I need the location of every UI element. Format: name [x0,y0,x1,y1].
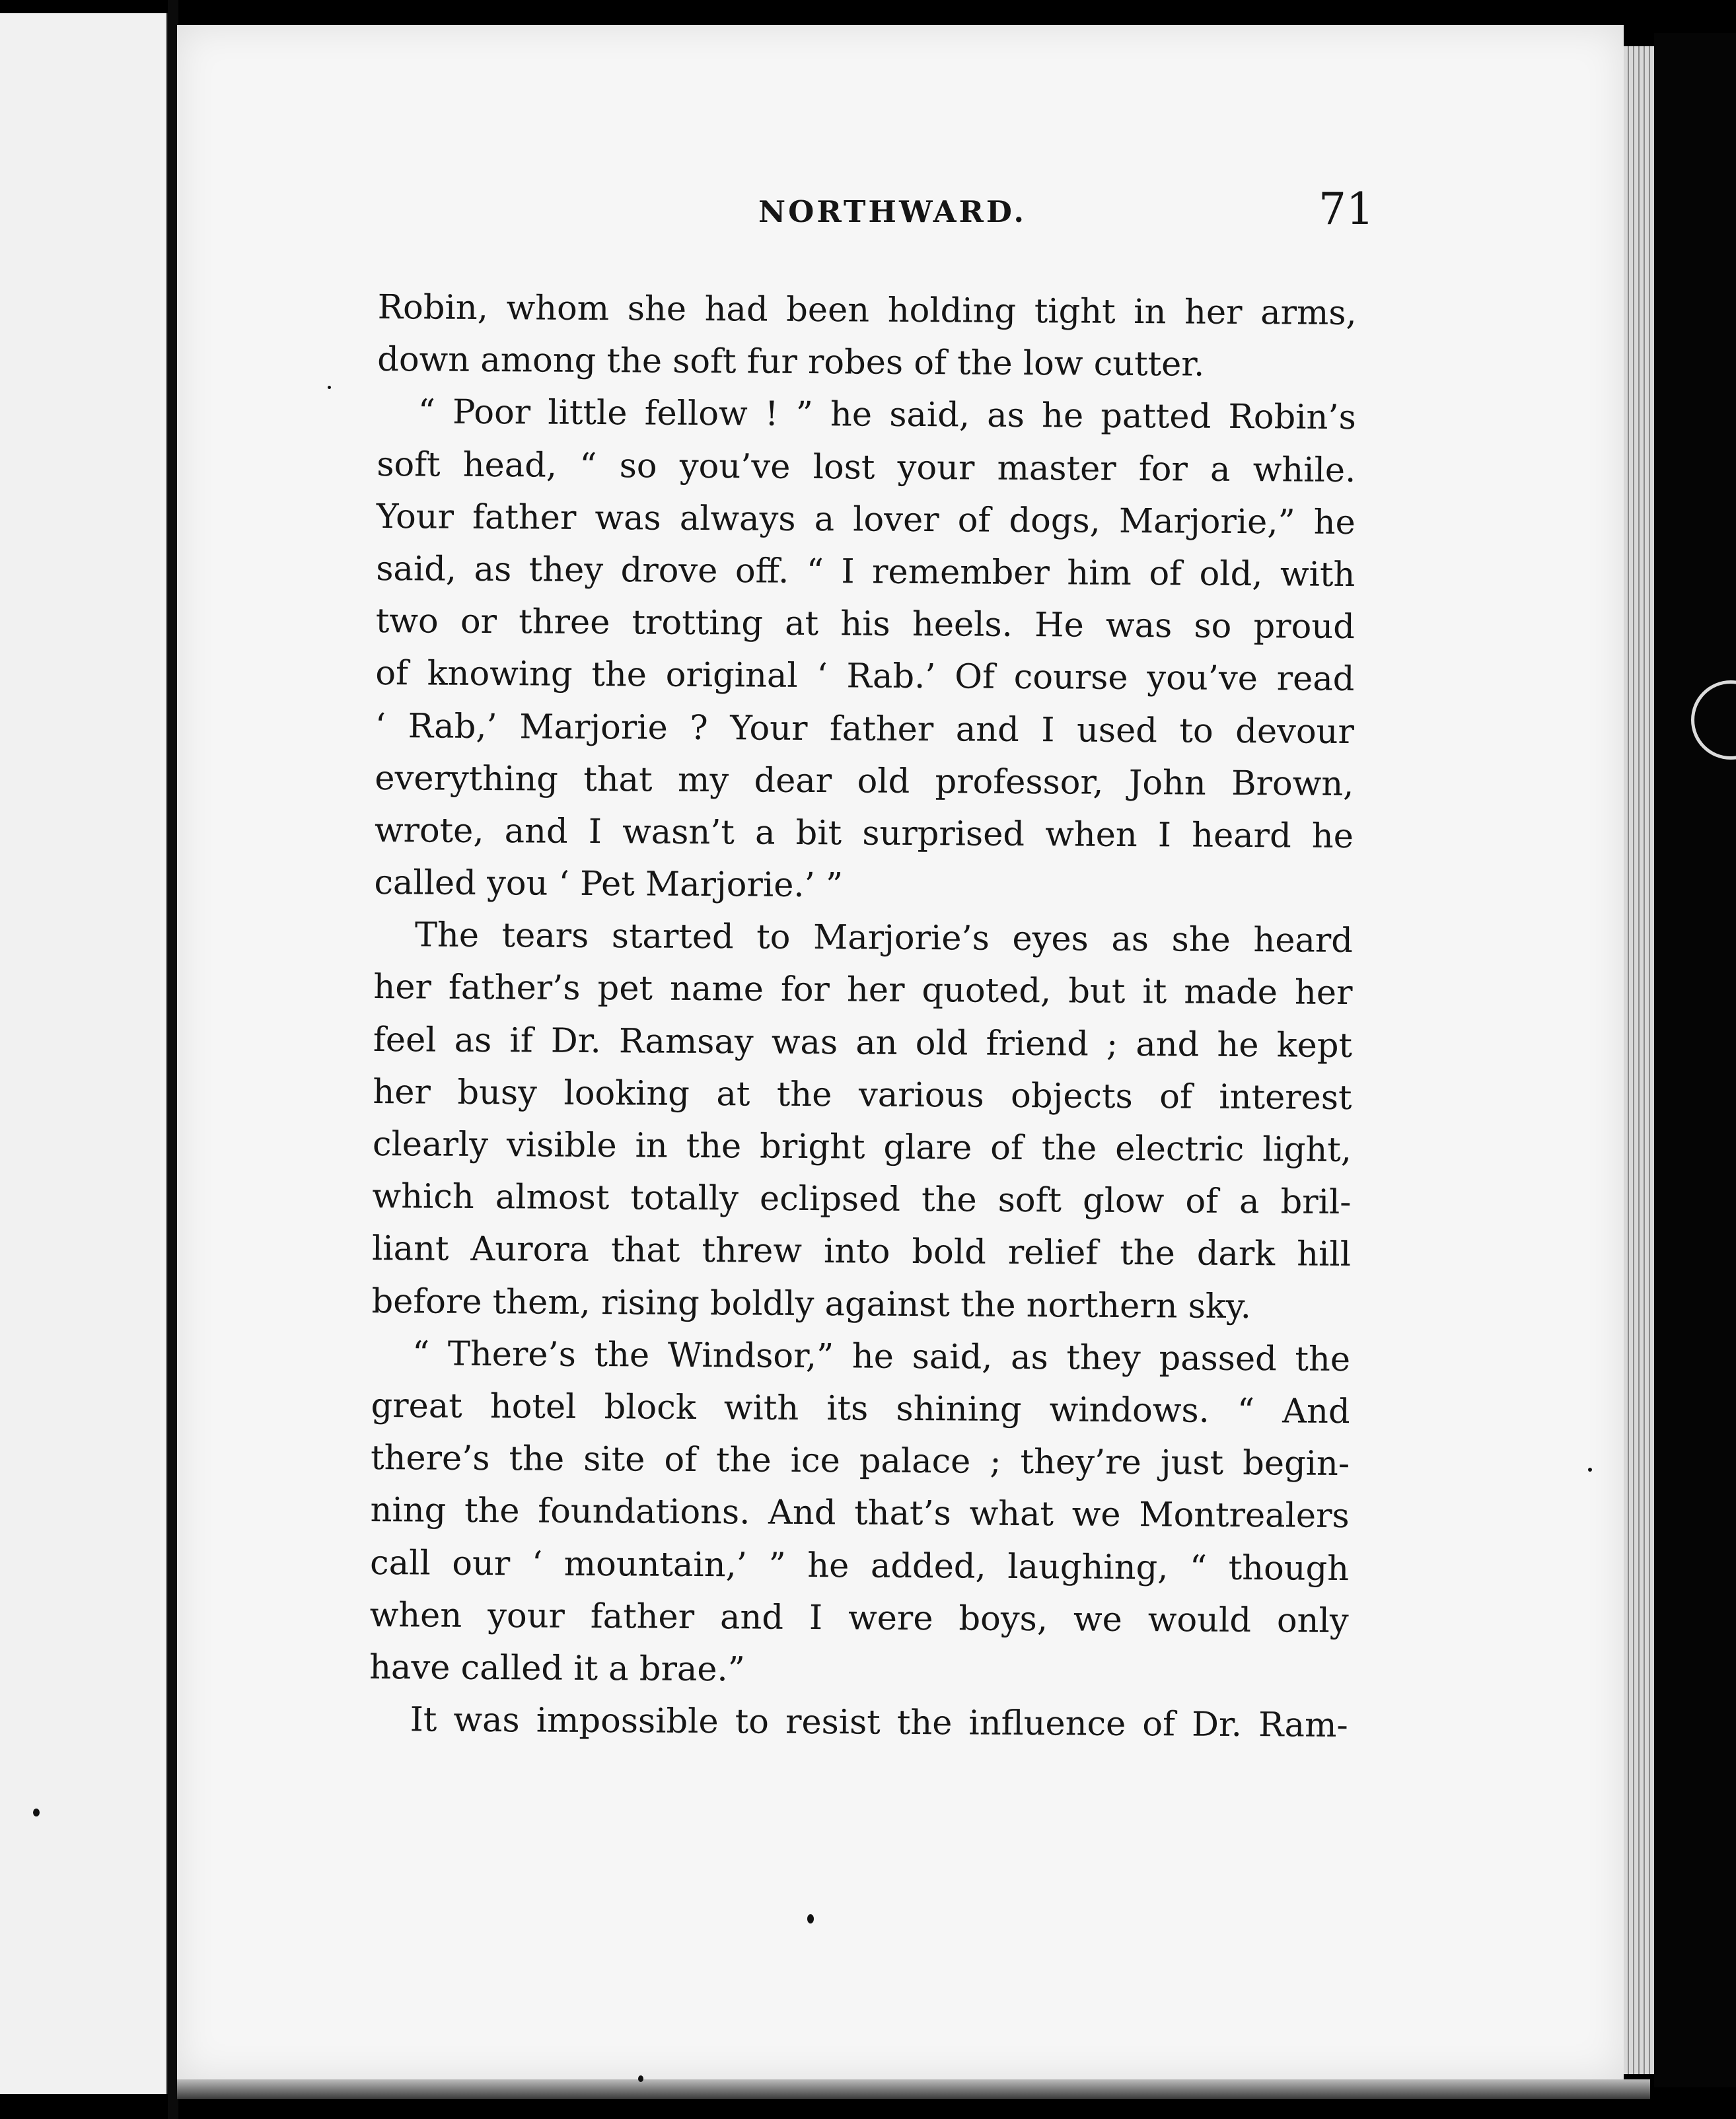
text-line: everything that my dear old professor, John Brown, [375,758,1354,804]
speck-dot [33,1809,40,1816]
text-line: clearly visible in the bright glare of the electric light, [372,1124,1352,1170]
book-cover-board [1654,33,1736,2087]
text-line: of knowing the original ‘ Rab.’ Of course you’ve read [375,654,1355,700]
speck-dot [638,2075,643,2082]
text-line: liant Aurora that threw into bold relief the dark hill [371,1229,1352,1275]
text-line: said, as they drove off. “ I remember him of old, with [376,549,1356,594]
text-line: down among the soft fur robes of the low cutter. [377,340,1205,384]
text-line: two or three trotting at his heels. He was so proud [375,602,1356,647]
speck-dot [807,1914,814,1923]
text-line: The tears started to Marjorie’s eyes as she heard [414,916,1354,961]
text-line: which almost totally eclipsed the soft glow of a bril- [372,1177,1352,1223]
body-text [369,281,1357,1752]
text-line: Your father was always a lover of dogs, Marjorie,” he [376,497,1356,542]
text-line: soft head, “ so you’ve lost your master for a while. [377,445,1356,490]
page-stack-edge [1624,46,1654,2074]
text-line: wrote, and I wasn’t a bit surprised when I heard he [374,810,1354,856]
text-line: “ There’s the Windsor,” he said, as they passed the [412,1334,1351,1379]
text-line: “ Poor little fellow ! ” he said, as he patted Robin’s [417,392,1356,438]
running-header: NORTHWARD. [758,194,1027,229]
text-line: there’s the site of the ice palace ; they’re just begin- [370,1439,1350,1484]
facing-page-edge [0,13,170,2094]
page-number: 71 [1319,184,1374,234]
text-line: her father’s pet name for her quoted, but it made her [373,968,1353,1013]
page-bottom-edge [177,2079,1650,2099]
text-line: Robin, whom she had been holding tight in her arms, [377,287,1357,334]
text-line: ning the foundations. And that’s what we Montrealers [370,1491,1350,1536]
text-line: called you ‘ Pet Marjorie.’ ” [374,863,844,906]
text-line: when your father and I were boys, we would only [369,1595,1349,1641]
text-line: her busy looking at the various objects of interest [373,1072,1352,1118]
speck-dot [1588,1468,1592,1472]
text-line: It was impossible to resist the influence of Dr. Ram- [410,1700,1348,1746]
text-line: before them, rising boldly against the northern sky. [371,1281,1252,1326]
text-line: ‘ Rab,’ Marjorie ? Your father and I used to devour [375,706,1355,752]
text-line: great hotel block with its shining windows. “ And [371,1386,1350,1431]
text-line: have called it a brae.” [369,1647,745,1690]
text-line: feel as if Dr. Ramsay was an old friend ; and he kept [373,1020,1353,1065]
text-line: call our ‘ mountain,’ ” he added, laughing, “ though [369,1543,1350,1589]
speck-dot [328,386,331,389]
